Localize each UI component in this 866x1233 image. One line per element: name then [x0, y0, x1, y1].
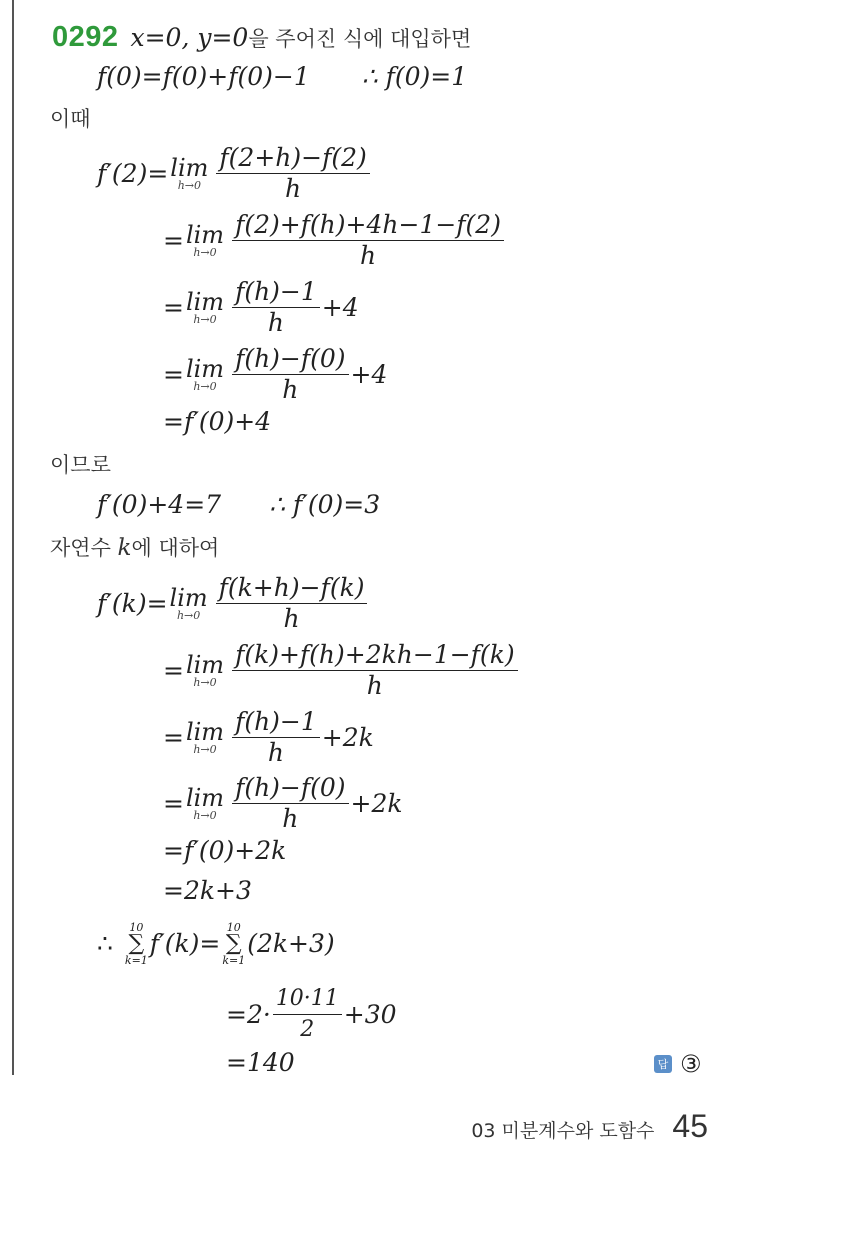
answer-tag-icon: 답	[654, 1055, 672, 1073]
derivk-line-2: = lim h→0 $\frac{f(k)+f(h)+2kh-1-f(k)}{h}$	[163, 640, 520, 701]
left-margin-rule	[12, 0, 14, 1075]
label-then: 이때	[50, 107, 91, 131]
therefore-symbol: ∴	[97, 929, 113, 958]
page-number: 45	[672, 1108, 708, 1144]
answer-mark	[654, 1050, 702, 1078]
problem-number: 0292	[52, 21, 119, 53]
deriv2-line-2: = lim h→0 $\frac{f(2)+f(h)+4h-1-f(2)}{h}$	[163, 210, 506, 271]
derivk-fraction-3: $\frac{f(h)-1}{h}$	[232, 707, 320, 768]
lim-operator: lim h→0	[185, 354, 225, 393]
derivk-line-5: =f′(0)+2k	[163, 836, 287, 865]
sum-line-2: =2· $\frac{10\cdot 11}{2}$ +30	[226, 984, 397, 1045]
derivk-fraction-2: $\frac{f(k)+f(h)+2kh-1-f(k)}{h}$	[232, 640, 518, 701]
deriv2-fraction-1: $\frac{f(2+h)-f(2)}{h}$	[216, 143, 369, 204]
result1-right: ∴ f′(0)=3	[269, 490, 381, 519]
deriv2-line-1	[97, 143, 372, 204]
deriv2-line-3: = lim h→0 $\frac{f(h)-1}{h}$ +4	[163, 277, 359, 338]
result1-left: f′(0)+4=7	[97, 490, 222, 519]
derivk-line-3: = lim h→0 $\frac{f(h)-1}{h}$ +2k	[163, 707, 374, 768]
lim-operator: lim h→0	[169, 583, 208, 622]
page-footer	[471, 1108, 708, 1145]
derivk-line-6: =2k+3	[163, 876, 252, 905]
lim-operator: lim h→0	[185, 287, 225, 326]
sigma-operator: 10 ∑ k=1	[124, 921, 148, 967]
derivk-fraction-1: $\frac{f(k+h)-f(k)}{h}$	[216, 573, 368, 634]
deriv2-fraction-3: $\frac{f(h)-1}{h}$	[232, 277, 320, 338]
deriv2-lhs: f′(2)=	[97, 158, 169, 188]
lim-operator: lim h→0	[185, 650, 225, 689]
sum-fraction: $\frac{10\cdot 11}{2}$	[273, 984, 342, 1045]
eq-f0-line	[97, 62, 467, 92]
deriv2-fraction-2: $\frac{f(2)+f(h)+4h-1-f(2)}{h}$	[232, 210, 504, 271]
derivk-fraction-4: $\frac{f(h)-f(0)}{h}$	[232, 773, 348, 834]
lim-operator: lim h→0	[185, 783, 225, 822]
eq-f0-right: ∴ f(0)=1	[361, 62, 468, 91]
deriv2-line-4: = lim h→0 $\frac{f(h)-f(0)}{h}$ +4	[163, 344, 388, 405]
problem-header	[52, 22, 471, 54]
lim-operator: lim h→0	[185, 717, 225, 756]
lim-operator: lim h→0	[185, 220, 225, 259]
intro-text: 을 주어진 식에 대입하면	[248, 27, 472, 51]
derivk-line-1	[97, 573, 369, 634]
label-natural-k: 자연수 k에 대하여	[50, 535, 220, 561]
intro-math: x=0, y=0	[130, 23, 249, 52]
derivk-lhs: f′(k)=	[97, 588, 168, 618]
sigma-operator: 10 ∑ k=1	[222, 921, 246, 967]
eq-f0-left: f(0)=f(0)+f(0)−1	[97, 62, 310, 91]
sum-line-1: ∴ 10 ∑ k=1 f′(k)= 10 ∑ k=1 (2k+3)	[97, 921, 335, 967]
deriv2-line-5: =f′(0)+4	[163, 407, 272, 436]
section-title: 03 미분계수와 도함수	[471, 1120, 655, 1142]
answer-value: ③	[680, 1050, 702, 1078]
result1-line	[97, 490, 380, 520]
deriv2-fraction-4: $\frac{f(h)-f(0)}{h}$	[232, 344, 348, 405]
derivk-line-4: = lim h→0 $\frac{f(h)-f(0)}{h}$ +2k	[163, 773, 403, 834]
lim-operator: lim h→0	[170, 153, 209, 192]
sum-line-3: =140	[226, 1048, 295, 1077]
label-since: 이므로	[50, 453, 111, 477]
